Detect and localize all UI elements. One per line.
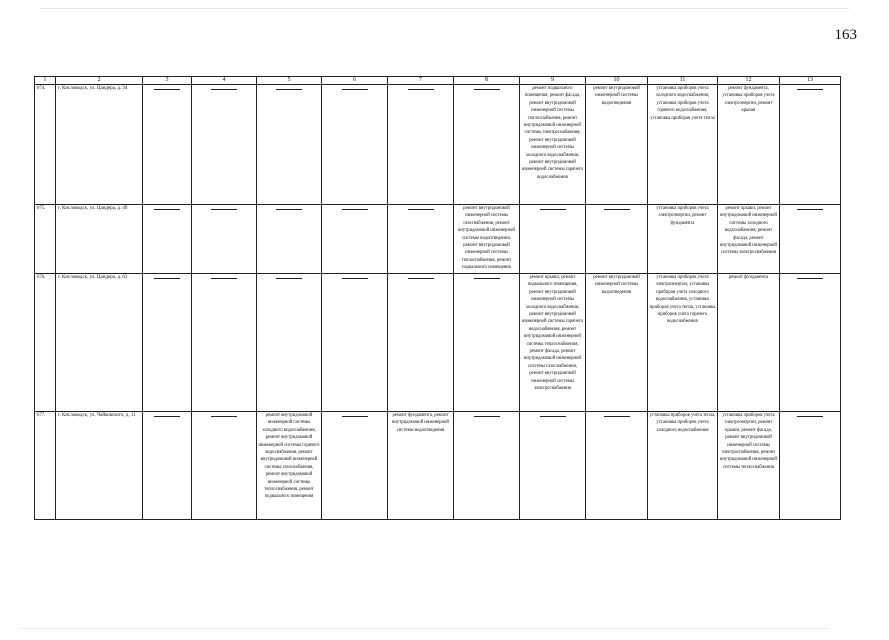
empty-cell [454, 412, 520, 520]
empty-dash [211, 416, 237, 417]
empty-dash [604, 209, 630, 210]
column-number: 13 [780, 77, 841, 85]
empty-dash [342, 209, 368, 210]
column-number: 11 [648, 77, 718, 85]
address-cell: г. Кисловодск, ул. Цандера, д. 34 [56, 85, 143, 205]
empty-dash [342, 416, 368, 417]
empty-cell [322, 205, 388, 274]
work-description: установка приборов учета холодного водоснабжения, установка приборов учета горячего водоснабжения, установка приборов учета тепла [650, 86, 715, 121]
table-row [35, 412, 841, 520]
column-number: 12 [718, 77, 780, 85]
empty-dash [408, 278, 434, 279]
work-description: установка приборов учета электроэнергии, ремонт фундамента [656, 206, 709, 226]
empty-dash [154, 89, 180, 90]
empty-cell [322, 412, 388, 520]
page-number: 163 [834, 27, 857, 43]
empty-dash [797, 278, 823, 279]
empty-dash [474, 416, 500, 417]
empty-cell [780, 205, 841, 274]
work-description: ремонт внутридомовой инженерной системы водоотведения [593, 86, 640, 106]
column-number: 7 [388, 77, 454, 85]
column-number: 5 [257, 77, 322, 85]
column-number: 6 [322, 77, 388, 85]
empty-cell [780, 412, 841, 520]
empty-cell [520, 205, 586, 274]
empty-cell [143, 85, 192, 205]
empty-cell [192, 274, 257, 412]
work-description: ремонт подвального помещения, ремонт фасада, ремонт внутридомовой инженерной системы теплоснабжения, ремонт внутридомовой инженерной системы электроснабжения, ремонт внутридомовой инженерной системы холодного водоснабжения, ремонт внутридомовой инженерной системы горячего водоснабжения [521, 86, 584, 180]
scan-artifact-line [40, 8, 849, 9]
work-description-cell [388, 412, 454, 520]
empty-cell [192, 412, 257, 520]
work-description-cell [454, 205, 520, 274]
empty-cell [143, 274, 192, 412]
work-description-cell [586, 274, 648, 412]
column-number: 2 [56, 77, 143, 85]
empty-dash [474, 89, 500, 90]
work-description: ремонт фундамента [728, 275, 769, 280]
work-description-cell [586, 85, 648, 205]
row-number: 677. [35, 412, 56, 520]
empty-dash [276, 209, 302, 210]
empty-dash [211, 209, 237, 210]
work-description-cell [718, 205, 780, 274]
work-description: установка приборов учета электроэнергии, ремонт крыши, ремонт фасада, ремонт внутридомовой инженерной системы электроснабжения, ремонт внутридомовой инженерной системы теплоснабжения [720, 413, 777, 470]
empty-cell [454, 85, 520, 205]
column-number: 8 [454, 77, 520, 85]
empty-cell [454, 274, 520, 412]
empty-cell [257, 274, 322, 412]
row-number: 674. [35, 85, 56, 205]
empty-cell [322, 274, 388, 412]
work-description: ремонт внутридомовой инженерной системы водоотведения [593, 275, 640, 295]
column-number-row [35, 77, 841, 85]
address-cell: г. Кисловодск, ул. Цандера, д. 63 [56, 274, 143, 412]
work-description-cell [257, 412, 322, 520]
column-number: 10 [586, 77, 648, 85]
address-cell: г. Кисловодск, ул. Чайковского, д. 11 [56, 412, 143, 520]
work-description-cell [648, 274, 718, 412]
empty-dash [211, 89, 237, 90]
row-number: 676. [35, 274, 56, 412]
empty-cell [192, 85, 257, 205]
column-number: 4 [192, 77, 257, 85]
empty-cell [257, 205, 322, 274]
work-description: ремонт крыши, ремонт подвального помещения, ремонт внутридомовой инженерной системы холодного водоснабжения, ремонт внутридомовой инженерной системы горячего водоснабжения, ремонт внутридомовой инженерной системы теплоснабжения, ремонт фасада, ремонт внутридомовой инженерной системы газоснабжения, ремонт внутридомовой инженерной системы электроснабжения [521, 275, 584, 392]
empty-cell [586, 412, 648, 520]
table-row [35, 274, 841, 412]
empty-dash [154, 209, 180, 210]
empty-dash [797, 89, 823, 90]
work-description-cell [520, 85, 586, 205]
empty-dash [797, 416, 823, 417]
work-description: ремонт фундамента, установка приборов учета электроэнергии, ремонт крыши [722, 86, 775, 114]
work-description: ремонт фундамента, ремонт внутридомовой инженерной системы водоотведения [392, 413, 449, 433]
empty-cell [388, 274, 454, 412]
work-description: ремонт внутридомовой инженерной системы газоснабжения, ремонт внутридомовой инженерной системы водоотведения, ремонт внутридомовой инженерной системы теплоснабжения, ремонт подвального помещения [458, 206, 515, 271]
empty-dash [211, 278, 237, 279]
empty-dash [408, 209, 434, 210]
empty-cell [257, 85, 322, 205]
work-description: ремонт внутридомовой инженерной системы холодного водоснабжения, ремонт внутридомовой инженерной системы горячего водоснабжения, ремонт внутридомовой инженерной системы газоснабжения, ремонт внутридомовой инженерной системы теплоснабжения, ремонт подвального помещения [258, 413, 320, 500]
table-row [35, 205, 841, 274]
empty-dash [540, 209, 566, 210]
work-description: установка приборов учета электроэнергии, установка приборов учета холодного водоснабжения, установка приборов учета тепла, установка приборов учета горячего водоснабжения [649, 275, 716, 325]
empty-cell [780, 274, 841, 412]
column-number: 9 [520, 77, 586, 85]
scan-artifact-line [20, 628, 829, 629]
column-number: 1 [35, 77, 56, 85]
empty-dash [797, 209, 823, 210]
work-description-cell [520, 274, 586, 412]
work-description-cell [718, 412, 780, 520]
empty-dash [540, 416, 566, 417]
empty-cell [780, 85, 841, 205]
empty-cell [388, 205, 454, 274]
empty-dash [342, 89, 368, 90]
empty-dash [604, 416, 630, 417]
empty-dash [154, 416, 180, 417]
address-cell: г. Кисловодск, ул. Цандера, д. 49 [56, 205, 143, 274]
table-row [35, 85, 841, 205]
work-description-cell [648, 85, 718, 205]
empty-cell [192, 205, 257, 274]
row-number: 675. [35, 205, 56, 274]
work-description-cell [648, 205, 718, 274]
empty-cell [143, 205, 192, 274]
empty-dash [276, 89, 302, 90]
empty-cell [586, 205, 648, 274]
repair-schedule-table [34, 76, 841, 520]
empty-dash [276, 278, 302, 279]
empty-dash [474, 278, 500, 279]
empty-dash [154, 278, 180, 279]
empty-cell [322, 85, 388, 205]
empty-cell [520, 412, 586, 520]
work-description: установка приборов учета тепла, установка приборов учета холодного водоснабжения [649, 413, 716, 433]
work-description-cell [718, 274, 780, 412]
column-number: 3 [143, 77, 192, 85]
work-description-cell [718, 85, 780, 205]
work-description: ремонт крыши, ремонт внутридомовой инженерной системы холодного водоснабжения, ремонт фасада, ремонт внутридомовой инженерной системы электроснабжения [720, 206, 777, 256]
empty-cell [143, 412, 192, 520]
empty-cell [388, 85, 454, 205]
empty-dash [342, 278, 368, 279]
empty-dash [408, 89, 434, 90]
work-description-cell [648, 412, 718, 520]
